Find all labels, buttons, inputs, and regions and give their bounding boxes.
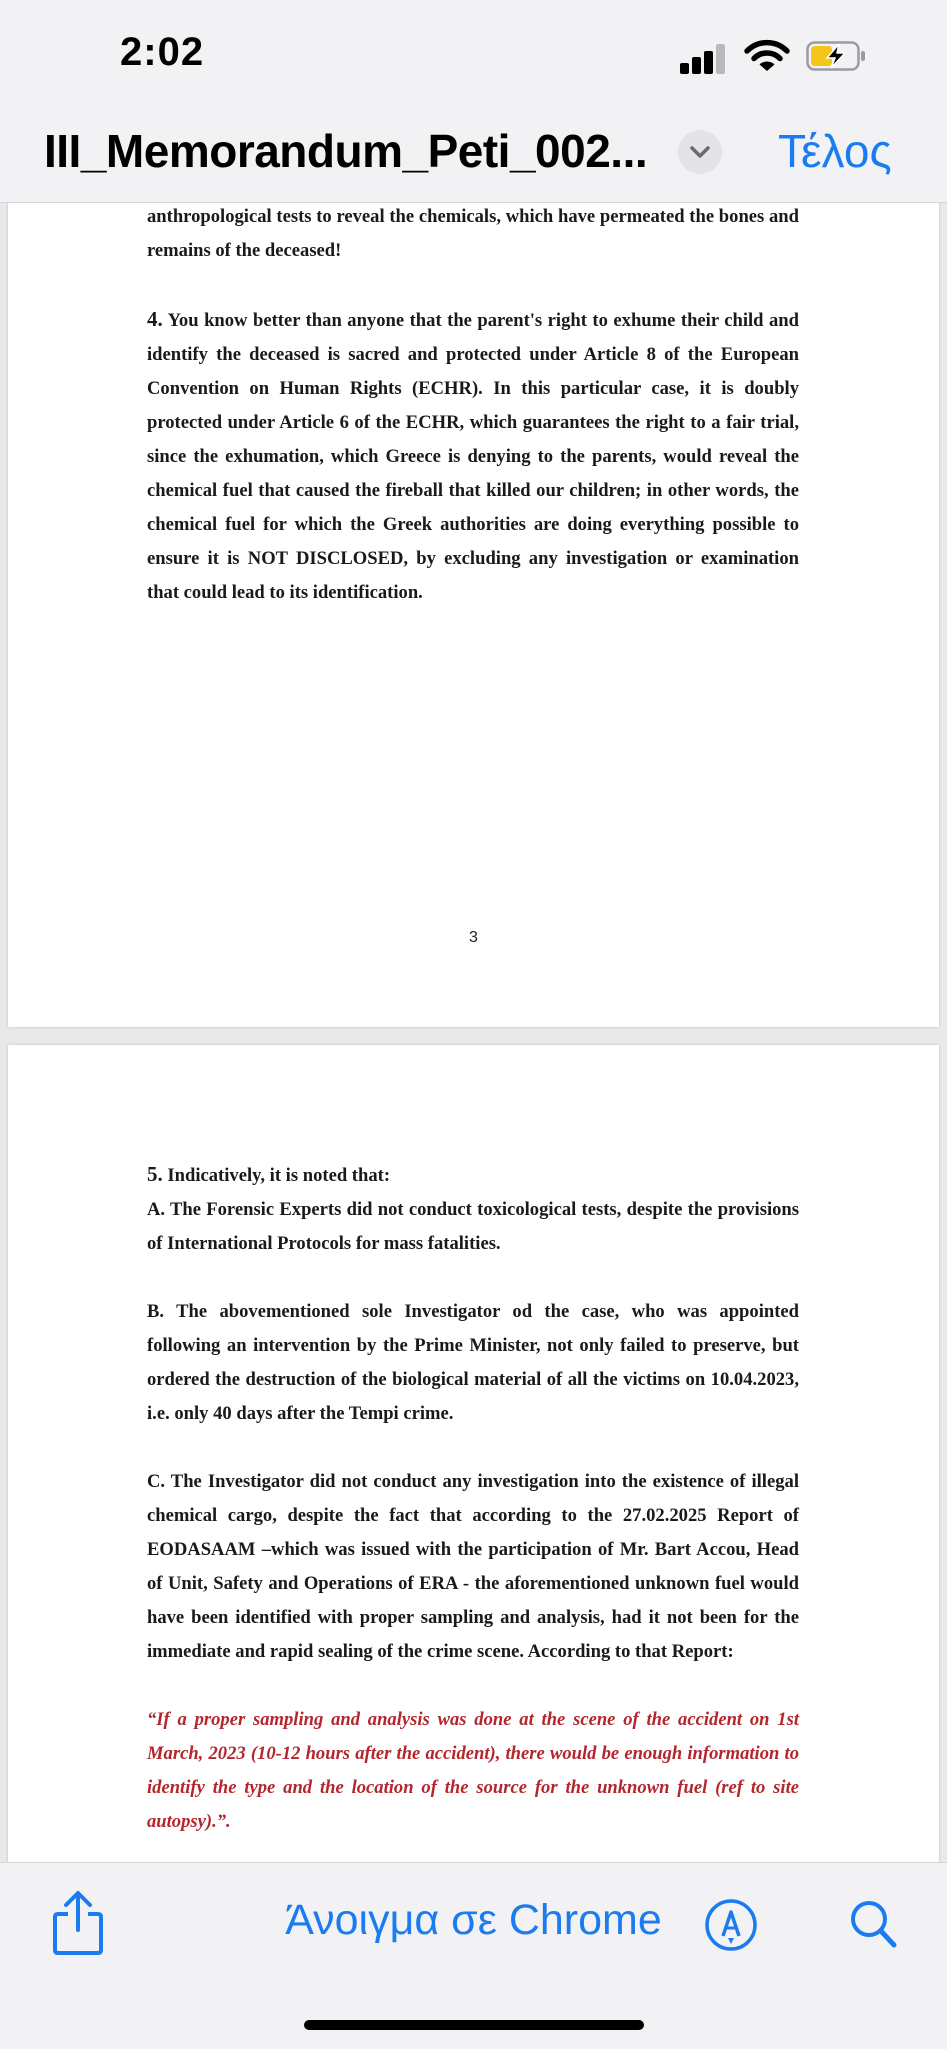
- battery-charging-icon: [806, 41, 866, 71]
- title-menu-button[interactable]: [678, 130, 722, 174]
- open-in-chrome-button[interactable]: Άνοιγμα σε Chrome: [285, 1896, 662, 1944]
- paragraph-continued: anthropological tests to reveal the chemicals, which have permeated the bones and remains of the deceased!: [147, 206, 799, 261]
- home-indicator[interactable]: [304, 2020, 644, 2030]
- wifi-icon: [744, 38, 790, 74]
- page-text: [147, 202, 799, 610]
- pdf-page-3: [8, 202, 939, 1027]
- paragraph-5b: B. The abovementioned sole Investigator od the case, who was appointed following an intervention by the Prime Minister, not only failed to preserve, but ordered the destruction of the biological material of all the victims on 10.04.2023, i.e. only 40 days after the Tempi crime.: [147, 1301, 799, 1424]
- pdf-page-4: [8, 1045, 939, 1863]
- paragraph-5a: A. The Forensic Experts did not conduct toxicological tests, despite the provisions of International Protocols for mass fatalities.: [147, 1199, 799, 1254]
- document-viewer[interactable]: [0, 202, 947, 1863]
- report-quote: “If a proper sampling and analysis was done at the scene of the accident on 1st March, 2023 (10-12 hours after the accident), there would be enough information to identify the type and the location of the source for the unknown fuel (ref to site autopsy).”.: [147, 1709, 799, 1832]
- search-icon[interactable]: [848, 1898, 898, 1950]
- paragraph-5-intro: [147, 1157, 799, 1193]
- page-number: 3: [469, 929, 478, 946]
- markup-pen-icon[interactable]: [704, 1898, 758, 1952]
- paragraph-text: Indicatively, it is noted that:: [167, 1165, 391, 1186]
- paragraph-text: You know better than anyone that the parent's right to exhume their child and identify the deceased is sacred and protected under Article 8 of the European Convention on Human Rights (ECHR). In this particular case, it is doubly protected under Article 6 of the ECHR, which guarantees the right to a fair trial, since the exhumation, which Greece is denying to the parents, would reveal the chemical fuel that caused the fireball that killed our children; in other words, the chemical fuel for which the Greek authorities are doing everything possible to ensure it is NOT DISCLOSED, by excluding any investigation or examination that could lead to its identification.: [147, 310, 799, 603]
- paragraph-5c: C. The Investigator did not conduct any investigation into the existence of illegal chemical cargo, despite the fact that according to the 27.02.2025 Report of EODASAAM –which was issued with the participation of Mr. Bart Accou, Head of Unit, Safety and Operations of ERA - the aforementioned unknown fuel would have been identified with proper sampling and analysis, had it not been for the immediate and rapid sealing of the crime scene. According to that Report:: [147, 1471, 799, 1662]
- status-bar: [0, 0, 947, 110]
- done-button[interactable]: Τέλος: [778, 125, 892, 177]
- status-time: 2:02: [120, 30, 205, 74]
- paragraph-number: 4.: [147, 307, 163, 331]
- cellular-signal-icon: [680, 44, 726, 74]
- page-text: [147, 1157, 799, 1863]
- document-title[interactable]: III_Memorandum_Peti_002...: [44, 125, 648, 177]
- paragraph-number: 5.: [147, 1162, 163, 1186]
- chevron-down-icon: [678, 130, 722, 174]
- paragraph-4: [147, 302, 799, 610]
